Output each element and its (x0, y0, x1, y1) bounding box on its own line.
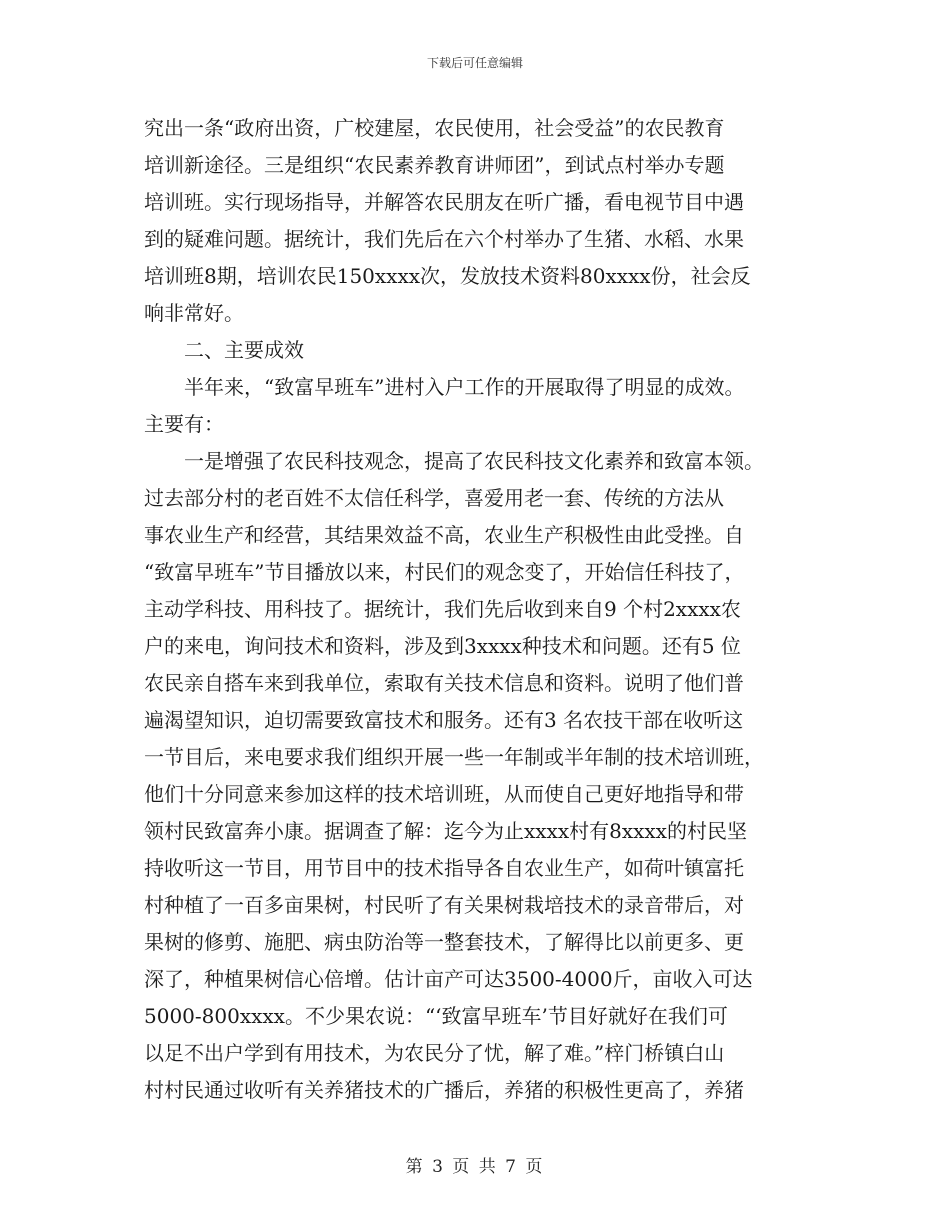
text-line: 持收听这一节目，用节目中的技术指导各自农业生产，如荷叶镇富托 (144, 856, 744, 880)
text-line: 村种植了一百多亩果树，村民听了有关果树栽培技术的录音带后，对 (144, 893, 744, 917)
text-line: “致富早班车”节目播放以来，村民们的观念变了，开始信任科技了， (144, 560, 745, 584)
text-line: 以足不出户学到有用技术，为农民分了忧，解了难。”梓门桥镇白山 (144, 1041, 725, 1065)
text-line: 过去部分村的老百姓不太信任科学，喜爱用老一套、传统的方法从 (144, 486, 724, 510)
text-line: 一是增强了农民科技观念，提高了农民科技文化素养和致富本领。 (184, 449, 764, 473)
document-body (144, 110, 814, 1109)
text-line: 深了，种植果树信心倍增。估计亩产可达3500-4000斤，亩收入可达 (144, 967, 753, 991)
text-line: 一节目后，来电要求我们组织开展一些一年制或半年制的技术培训班， (144, 745, 764, 769)
text-line: 遍渴望知识，迫切需要致富技术和服务。还有3 名农技干部在收听这 (144, 708, 744, 732)
text-line: 户的来电，询问技术和资料，涉及到3xxxx种技术和问题。还有5 位 (144, 634, 741, 658)
text-line: 响非常好。 (144, 301, 244, 325)
page-number-footer: 第 3 页 共 7 页 (405, 1157, 545, 1177)
text-line: 培训班。实行现场指导，并解答农民朋友在听广播，看电视节目中遇 (144, 190, 744, 214)
text-line: 果树的修剪、施肥、病虫防治等一整套技术，了解得比以前更多、更 (144, 930, 744, 954)
text-line: 领村民致富奔小康。据调查了解：迄今为止xxxx村有8xxxx的村民坚 (144, 819, 747, 843)
page-header: 下载后可任意编辑 (426, 56, 523, 70)
text-line: 村村民通过收听有关养猪技术的广播后，养猪的积极性更高了，养猪 (144, 1078, 744, 1102)
text-line: 事农业生产和经营，其结果效益不高，农业生产积极性由此受挫。自 (144, 523, 744, 547)
text-line: 他们十分同意来参加这样的技术培训班，从而使自己更好地指导和带 (144, 782, 744, 806)
text-line: 主要有： (144, 412, 224, 436)
text-line: 主动学科技、用科技了。据统计，我们先后收到来自9 个村2xxxx农 (144, 597, 741, 621)
text-line: 5000-800xxxx。不少果农说：“‘致富早班车’节目好就好在我们可 (144, 1004, 728, 1028)
text-line: 培训班8期，培训农民150xxxx次，发放技术资料80xxxx份，社会反 (144, 264, 751, 288)
section-heading: 二、主要成效 (184, 338, 304, 362)
text-line: 究出一条“政府出资，广校建屋，农民使用，社会受益”的农民教育 (144, 116, 725, 140)
text-line: 到的疑难问题。据统计，我们先后在六个村举办了生猪、水稻、水果 (144, 227, 744, 251)
text-line: 农民亲自搭车来到我单位，索取有关技术信息和资料。说明了他们普 (144, 671, 744, 695)
text-line: 半年来，“致富早班车”进村入户工作的开展取得了明显的成效。 (184, 375, 745, 399)
text-line: 培训新途径。三是组织“农民素养教育讲师团”，到试点村举办专题 (144, 153, 725, 177)
